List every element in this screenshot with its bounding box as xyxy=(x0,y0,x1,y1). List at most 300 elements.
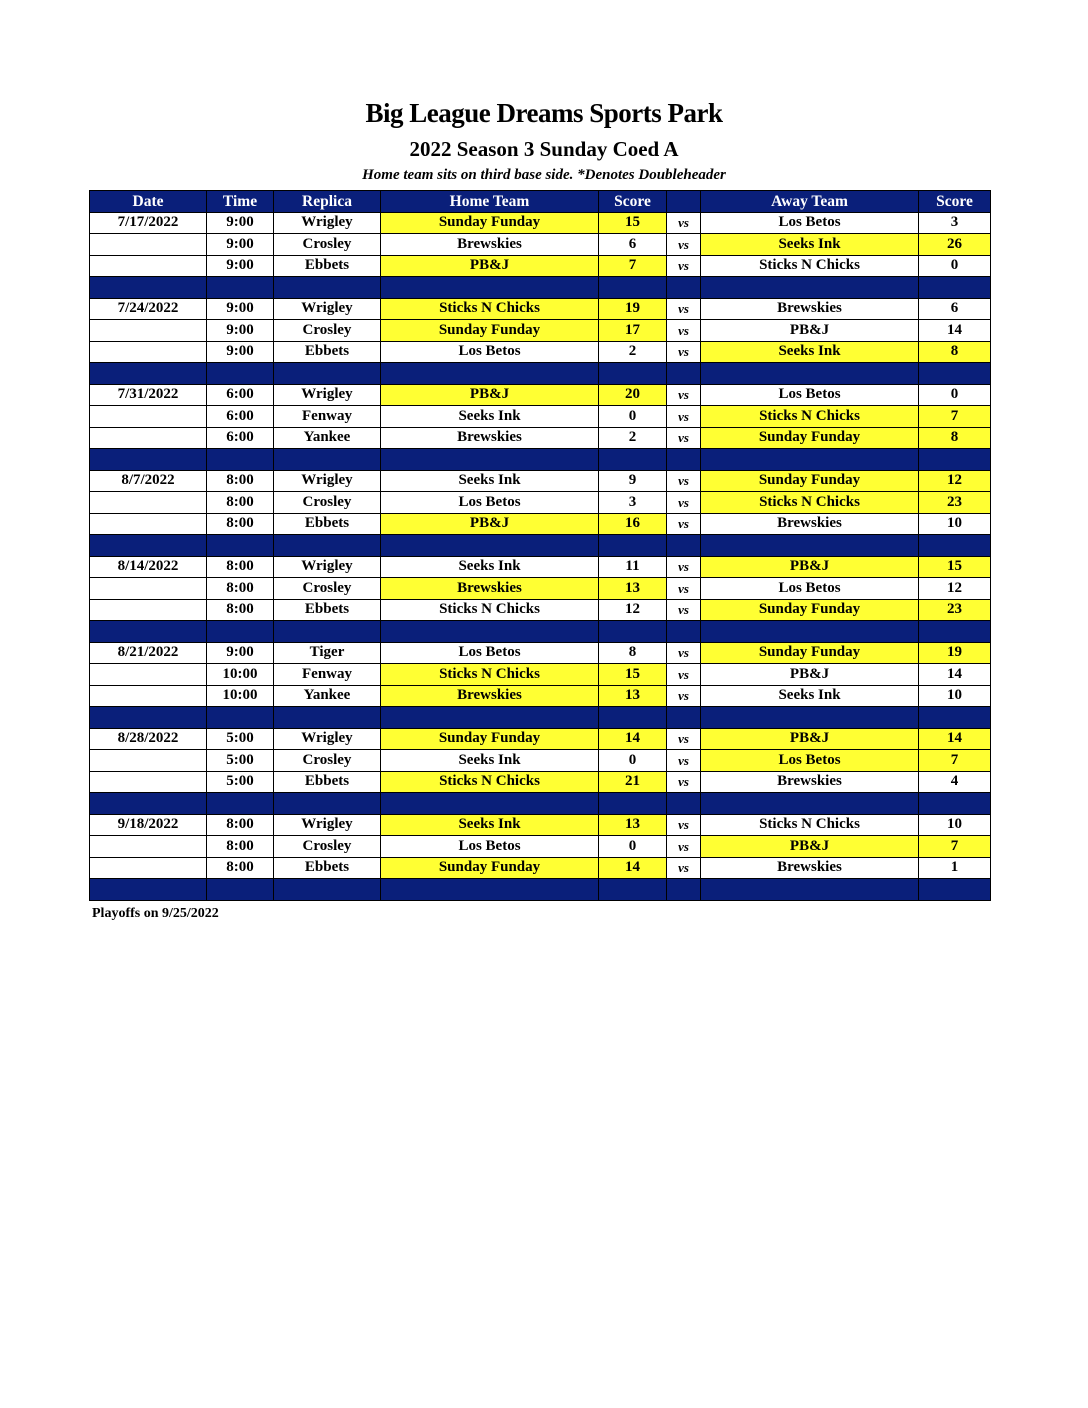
cell-away-team: Los Betos xyxy=(701,212,919,234)
cell-time: 9:00 xyxy=(207,298,274,320)
cell-home-team: Sunday Funday xyxy=(381,212,599,234)
cell-field: Ebbets xyxy=(274,513,381,535)
cell-field: Crosley xyxy=(274,836,381,858)
cell-vs: vs xyxy=(667,406,701,428)
separator-cell xyxy=(274,879,381,901)
separator-cell xyxy=(701,707,919,729)
cell-home-team: Brewskies xyxy=(381,578,599,600)
col-header-home-team: Home Team xyxy=(381,191,599,213)
separator-cell xyxy=(701,621,919,643)
cell-date xyxy=(90,255,207,277)
table-row xyxy=(90,492,991,514)
cell-away-team: Sticks N Chicks xyxy=(701,814,919,836)
separator-cell xyxy=(274,707,381,729)
separator-cell xyxy=(919,879,991,901)
cell-away-score: 23 xyxy=(919,599,991,621)
separator-cell xyxy=(701,535,919,557)
separator-cell xyxy=(90,793,207,815)
table-row xyxy=(90,664,991,686)
separator-cell xyxy=(599,449,667,471)
week-separator-row xyxy=(90,879,991,901)
week-separator-row xyxy=(90,707,991,729)
cell-home-team: Seeks Ink xyxy=(381,750,599,772)
cell-field: Fenway xyxy=(274,406,381,428)
cell-field: Fenway xyxy=(274,664,381,686)
separator-cell xyxy=(667,621,701,643)
cell-vs: vs xyxy=(667,492,701,514)
cell-date xyxy=(90,599,207,621)
cell-home-team: Seeks Ink xyxy=(381,470,599,492)
cell-date: 7/24/2022 xyxy=(90,298,207,320)
separator-cell xyxy=(667,277,701,299)
cell-home-score: 6 xyxy=(599,234,667,256)
cell-time: 9:00 xyxy=(207,255,274,277)
table-row xyxy=(90,599,991,621)
separator-cell xyxy=(599,793,667,815)
table-row xyxy=(90,814,991,836)
separator-cell xyxy=(667,879,701,901)
separator-cell xyxy=(381,707,599,729)
cell-vs: vs xyxy=(667,255,701,277)
cell-away-score: 4 xyxy=(919,771,991,793)
separator-cell xyxy=(274,363,381,385)
separator-cell xyxy=(274,793,381,815)
cell-home-team: Brewskies xyxy=(381,234,599,256)
separator-cell xyxy=(207,449,274,471)
cell-time: 8:00 xyxy=(207,857,274,879)
cell-vs: vs xyxy=(667,470,701,492)
cell-time: 8:00 xyxy=(207,599,274,621)
cell-away-score: 8 xyxy=(919,427,991,449)
cell-date: 8/7/2022 xyxy=(90,470,207,492)
cell-time: 8:00 xyxy=(207,578,274,600)
cell-field: Ebbets xyxy=(274,857,381,879)
cell-time: 9:00 xyxy=(207,234,274,256)
cell-home-score: 0 xyxy=(599,406,667,428)
col-header-vs xyxy=(667,191,701,213)
separator-cell xyxy=(381,449,599,471)
cell-away-score: 7 xyxy=(919,836,991,858)
cell-away-score: 19 xyxy=(919,642,991,664)
table-row xyxy=(90,642,991,664)
separator-cell xyxy=(919,363,991,385)
table-row xyxy=(90,406,991,428)
cell-away-team: PB&J xyxy=(701,664,919,686)
cell-away-score: 26 xyxy=(919,234,991,256)
separator-cell xyxy=(274,535,381,557)
cell-vs: vs xyxy=(667,728,701,750)
cell-home-team: PB&J xyxy=(381,513,599,535)
week-separator-row xyxy=(90,363,991,385)
cell-field: Wrigley xyxy=(274,728,381,750)
separator-cell xyxy=(667,363,701,385)
separator-cell xyxy=(90,707,207,729)
cell-vs: vs xyxy=(667,599,701,621)
cell-away-score: 3 xyxy=(919,212,991,234)
cell-away-team: Los Betos xyxy=(701,750,919,772)
cell-away-team: Seeks Ink xyxy=(701,341,919,363)
cell-home-team: Los Betos xyxy=(381,836,599,858)
cell-vs: vs xyxy=(667,556,701,578)
cell-time: 6:00 xyxy=(207,406,274,428)
cell-home-team: Brewskies xyxy=(381,427,599,449)
cell-field: Crosley xyxy=(274,578,381,600)
cell-date: 8/28/2022 xyxy=(90,728,207,750)
cell-field: Crosley xyxy=(274,750,381,772)
cell-time: 8:00 xyxy=(207,836,274,858)
separator-cell xyxy=(274,449,381,471)
separator-cell xyxy=(599,707,667,729)
cell-field: Tiger xyxy=(274,642,381,664)
separator-cell xyxy=(207,793,274,815)
cell-vs: vs xyxy=(667,642,701,664)
cell-home-team: PB&J xyxy=(381,255,599,277)
cell-away-score: 0 xyxy=(919,384,991,406)
cell-date xyxy=(90,513,207,535)
cell-home-team: Brewskies xyxy=(381,685,599,707)
cell-time: 6:00 xyxy=(207,384,274,406)
col-header-replica: Replica xyxy=(274,191,381,213)
cell-home-score: 20 xyxy=(599,384,667,406)
cell-home-score: 0 xyxy=(599,750,667,772)
cell-home-team: Seeks Ink xyxy=(381,814,599,836)
separator-cell xyxy=(667,707,701,729)
cell-away-score: 14 xyxy=(919,320,991,342)
separator-cell xyxy=(701,879,919,901)
cell-field: Yankee xyxy=(274,685,381,707)
cell-home-score: 14 xyxy=(599,728,667,750)
cell-away-team: Brewskies xyxy=(701,771,919,793)
cell-field: Crosley xyxy=(274,234,381,256)
cell-vs: vs xyxy=(667,857,701,879)
cell-home-team: Seeks Ink xyxy=(381,556,599,578)
cell-time: 5:00 xyxy=(207,728,274,750)
table-row xyxy=(90,685,991,707)
cell-home-score: 15 xyxy=(599,664,667,686)
separator-cell xyxy=(207,363,274,385)
separator-cell xyxy=(919,793,991,815)
cell-vs: vs xyxy=(667,685,701,707)
separator-cell xyxy=(207,277,274,299)
cell-home-team: Sticks N Chicks xyxy=(381,771,599,793)
cell-time: 6:00 xyxy=(207,427,274,449)
cell-date xyxy=(90,771,207,793)
cell-home-score: 13 xyxy=(599,814,667,836)
cell-time: 10:00 xyxy=(207,664,274,686)
cell-home-score: 13 xyxy=(599,685,667,707)
separator-cell xyxy=(274,277,381,299)
cell-away-team: Sunday Funday xyxy=(701,470,919,492)
separator-cell xyxy=(207,621,274,643)
cell-time: 10:00 xyxy=(207,685,274,707)
cell-away-team: Sticks N Chicks xyxy=(701,406,919,428)
table-header-row xyxy=(90,191,991,213)
separator-cell xyxy=(207,707,274,729)
separator-cell xyxy=(274,621,381,643)
cell-date: 8/14/2022 xyxy=(90,556,207,578)
cell-home-team: PB&J xyxy=(381,384,599,406)
cell-away-team: Los Betos xyxy=(701,384,919,406)
cell-time: 9:00 xyxy=(207,320,274,342)
cell-home-team: Sticks N Chicks xyxy=(381,664,599,686)
col-header-away-score: Score xyxy=(919,191,991,213)
table-row xyxy=(90,771,991,793)
cell-vs: vs xyxy=(667,664,701,686)
separator-cell xyxy=(381,535,599,557)
cell-time: 8:00 xyxy=(207,556,274,578)
cell-vs: vs xyxy=(667,836,701,858)
separator-cell xyxy=(919,621,991,643)
separator-cell xyxy=(599,277,667,299)
cell-away-score: 8 xyxy=(919,341,991,363)
cell-away-team: Los Betos xyxy=(701,578,919,600)
cell-field: Wrigley xyxy=(274,384,381,406)
col-header-date: Date xyxy=(90,191,207,213)
cell-field: Wrigley xyxy=(274,556,381,578)
col-header-away-team: Away Team xyxy=(701,191,919,213)
cell-away-score: 23 xyxy=(919,492,991,514)
cell-date xyxy=(90,341,207,363)
cell-away-score: 0 xyxy=(919,255,991,277)
table-row xyxy=(90,470,991,492)
page-title: Big League Dreams Sports Park xyxy=(365,98,723,128)
cell-away-score: 10 xyxy=(919,685,991,707)
separator-cell xyxy=(667,449,701,471)
cell-field: Ebbets xyxy=(274,771,381,793)
separator-cell xyxy=(381,277,599,299)
separator-cell xyxy=(599,879,667,901)
week-separator-row xyxy=(90,535,991,557)
cell-home-score: 8 xyxy=(599,642,667,664)
cell-field: Wrigley xyxy=(274,212,381,234)
cell-home-team: Los Betos xyxy=(381,492,599,514)
table-row xyxy=(90,513,991,535)
cell-date xyxy=(90,406,207,428)
table-row xyxy=(90,341,991,363)
cell-away-team: Seeks Ink xyxy=(701,234,919,256)
cell-vs: vs xyxy=(667,234,701,256)
cell-away-score: 7 xyxy=(919,406,991,428)
table-row xyxy=(90,556,991,578)
separator-cell xyxy=(599,363,667,385)
cell-date xyxy=(90,685,207,707)
cell-home-score: 12 xyxy=(599,599,667,621)
separator-cell xyxy=(667,793,701,815)
cell-away-team: Brewskies xyxy=(701,513,919,535)
cell-home-score: 2 xyxy=(599,341,667,363)
schedule-body xyxy=(90,212,991,900)
cell-home-score: 0 xyxy=(599,836,667,858)
cell-away-score: 12 xyxy=(919,470,991,492)
cell-time: 8:00 xyxy=(207,513,274,535)
separator-cell xyxy=(90,277,207,299)
table-row xyxy=(90,384,991,406)
separator-cell xyxy=(90,449,207,471)
cell-home-score: 16 xyxy=(599,513,667,535)
separator-cell xyxy=(381,793,599,815)
cell-away-team: PB&J xyxy=(701,320,919,342)
cell-away-team: Sticks N Chicks xyxy=(701,255,919,277)
schedule-note: Home team sits on third base side. *Denotes Doubleheader xyxy=(362,167,726,183)
cell-date: 9/18/2022 xyxy=(90,814,207,836)
separator-cell xyxy=(701,277,919,299)
cell-home-score: 19 xyxy=(599,298,667,320)
cell-home-team: Sticks N Chicks xyxy=(381,599,599,621)
cell-home-score: 15 xyxy=(599,212,667,234)
cell-date xyxy=(90,578,207,600)
cell-date xyxy=(90,664,207,686)
cell-away-score: 12 xyxy=(919,578,991,600)
cell-vs: vs xyxy=(667,384,701,406)
table-row xyxy=(90,212,991,234)
table-row xyxy=(90,857,991,879)
week-separator-row xyxy=(90,277,991,299)
col-header-home-score: Score xyxy=(599,191,667,213)
cell-home-team: Los Betos xyxy=(381,341,599,363)
cell-away-team: PB&J xyxy=(701,728,919,750)
cell-away-team: Sunday Funday xyxy=(701,427,919,449)
cell-field: Wrigley xyxy=(274,814,381,836)
cell-time: 8:00 xyxy=(207,470,274,492)
cell-home-score: 21 xyxy=(599,771,667,793)
cell-date xyxy=(90,492,207,514)
playoffs-note: Playoffs on 9/25/2022 xyxy=(92,906,219,921)
cell-date xyxy=(90,750,207,772)
cell-date xyxy=(90,836,207,858)
separator-cell xyxy=(90,879,207,901)
cell-field: Crosley xyxy=(274,320,381,342)
cell-home-team: Los Betos xyxy=(381,642,599,664)
cell-home-score: 17 xyxy=(599,320,667,342)
table-row xyxy=(90,255,991,277)
cell-date xyxy=(90,857,207,879)
cell-time: 9:00 xyxy=(207,212,274,234)
cell-home-score: 3 xyxy=(599,492,667,514)
cell-field: Wrigley xyxy=(274,298,381,320)
separator-cell xyxy=(701,449,919,471)
cell-time: 8:00 xyxy=(207,814,274,836)
separator-cell xyxy=(599,621,667,643)
cell-away-score: 10 xyxy=(919,513,991,535)
separator-cell xyxy=(90,363,207,385)
cell-date xyxy=(90,427,207,449)
cell-away-score: 15 xyxy=(919,556,991,578)
cell-home-team: Sunday Funday xyxy=(381,320,599,342)
cell-date: 8/21/2022 xyxy=(90,642,207,664)
cell-away-score: 10 xyxy=(919,814,991,836)
cell-time: 5:00 xyxy=(207,771,274,793)
cell-home-score: 13 xyxy=(599,578,667,600)
table-row xyxy=(90,578,991,600)
cell-home-score: 7 xyxy=(599,255,667,277)
week-separator-row xyxy=(90,793,991,815)
cell-away-score: 1 xyxy=(919,857,991,879)
table-row xyxy=(90,427,991,449)
separator-cell xyxy=(207,879,274,901)
cell-home-team: Sunday Funday xyxy=(381,728,599,750)
cell-away-score: 6 xyxy=(919,298,991,320)
cell-vs: vs xyxy=(667,578,701,600)
cell-date xyxy=(90,234,207,256)
cell-away-team: PB&J xyxy=(701,556,919,578)
cell-vs: vs xyxy=(667,212,701,234)
table-row xyxy=(90,836,991,858)
cell-home-team: Seeks Ink xyxy=(381,406,599,428)
cell-time: 8:00 xyxy=(207,492,274,514)
cell-home-score: 14 xyxy=(599,857,667,879)
cell-vs: vs xyxy=(667,750,701,772)
cell-field: Ebbets xyxy=(274,599,381,621)
cell-home-score: 11 xyxy=(599,556,667,578)
cell-away-score: 14 xyxy=(919,664,991,686)
cell-home-team: Sticks N Chicks xyxy=(381,298,599,320)
cell-away-team: Seeks Ink xyxy=(701,685,919,707)
cell-field: Ebbets xyxy=(274,255,381,277)
schedule-table xyxy=(89,190,991,901)
cell-away-team: PB&J xyxy=(701,836,919,858)
cell-field: Wrigley xyxy=(274,470,381,492)
cell-date: 7/31/2022 xyxy=(90,384,207,406)
cell-home-team: Sunday Funday xyxy=(381,857,599,879)
week-separator-row xyxy=(90,621,991,643)
separator-cell xyxy=(667,535,701,557)
cell-field: Crosley xyxy=(274,492,381,514)
cell-away-team: Sunday Funday xyxy=(701,599,919,621)
separator-cell xyxy=(919,277,991,299)
separator-cell xyxy=(919,449,991,471)
cell-vs: vs xyxy=(667,320,701,342)
cell-home-score: 2 xyxy=(599,427,667,449)
cell-away-team: Sticks N Chicks xyxy=(701,492,919,514)
cell-vs: vs xyxy=(667,513,701,535)
cell-vs: vs xyxy=(667,298,701,320)
cell-time: 9:00 xyxy=(207,642,274,664)
table-row xyxy=(90,298,991,320)
separator-cell xyxy=(381,621,599,643)
separator-cell xyxy=(919,707,991,729)
separator-cell xyxy=(90,535,207,557)
separator-cell xyxy=(381,879,599,901)
col-header-time: Time xyxy=(207,191,274,213)
table-row xyxy=(90,750,991,772)
table-row xyxy=(90,728,991,750)
cell-away-team: Sunday Funday xyxy=(701,642,919,664)
separator-cell xyxy=(919,535,991,557)
cell-away-team: Brewskies xyxy=(701,857,919,879)
cell-field: Ebbets xyxy=(274,341,381,363)
separator-cell xyxy=(701,363,919,385)
cell-away-team: Brewskies xyxy=(701,298,919,320)
cell-time: 5:00 xyxy=(207,750,274,772)
table-row xyxy=(90,234,991,256)
separator-cell xyxy=(90,621,207,643)
cell-away-score: 14 xyxy=(919,728,991,750)
separator-cell xyxy=(207,535,274,557)
cell-vs: vs xyxy=(667,427,701,449)
cell-vs: vs xyxy=(667,814,701,836)
separator-cell xyxy=(381,363,599,385)
page-subtitle: 2022 Season 3 Sunday Coed A xyxy=(409,137,679,161)
cell-time: 9:00 xyxy=(207,341,274,363)
cell-home-score: 9 xyxy=(599,470,667,492)
separator-cell xyxy=(701,793,919,815)
cell-field: Yankee xyxy=(274,427,381,449)
cell-date xyxy=(90,320,207,342)
separator-cell xyxy=(599,535,667,557)
week-separator-row xyxy=(90,449,991,471)
cell-vs: vs xyxy=(667,341,701,363)
cell-vs: vs xyxy=(667,771,701,793)
